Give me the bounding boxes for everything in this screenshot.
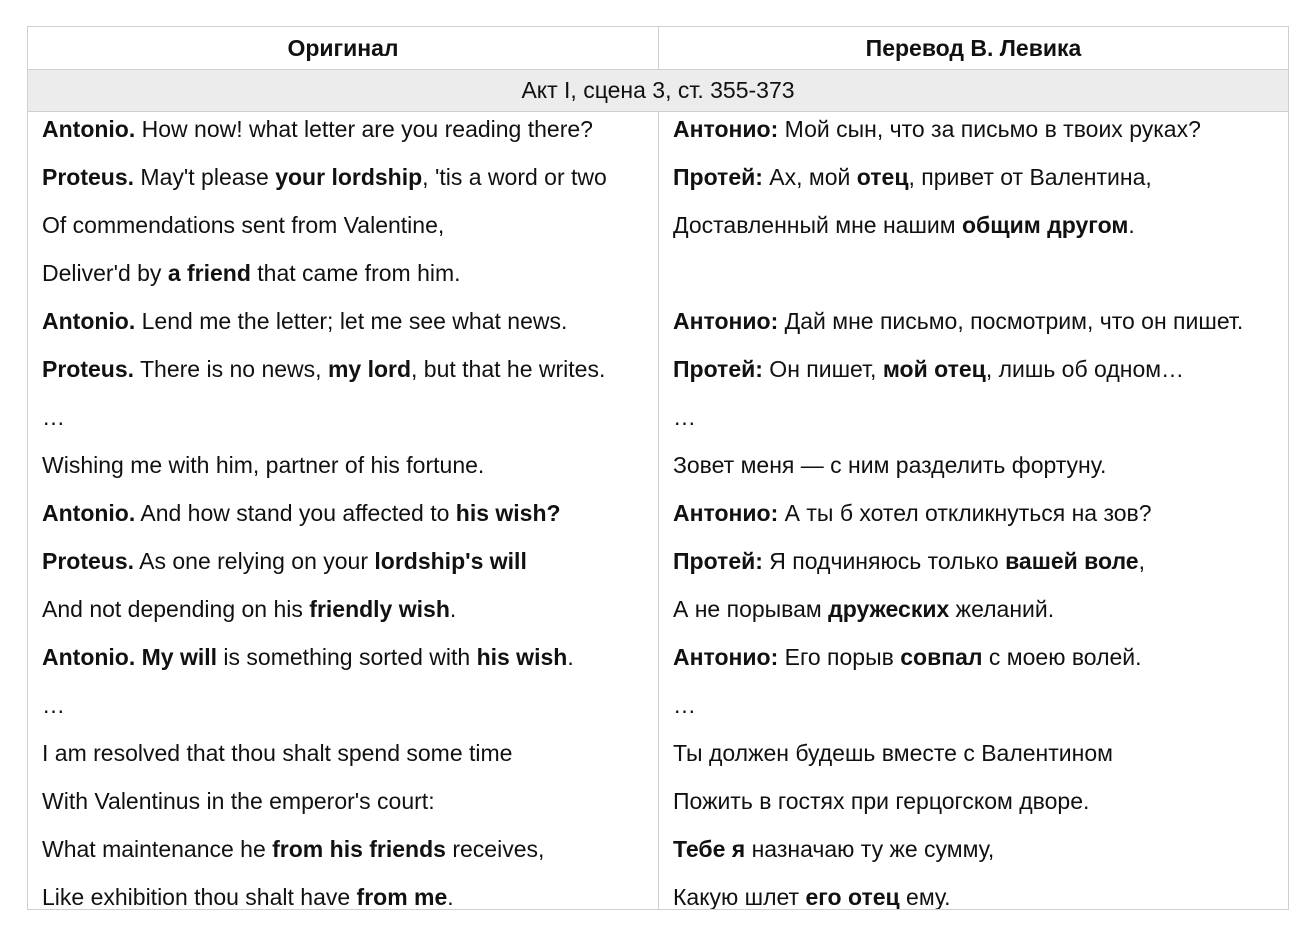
original-line <box>28 496 658 544</box>
bold-text: Antonio. <box>42 116 136 142</box>
text-segment: , <box>1138 548 1145 574</box>
bold-text: Antonio. <box>42 500 136 526</box>
bold-text: Proteus. <box>42 548 135 574</box>
translation-line <box>659 640 1288 688</box>
text-segment: … <box>42 692 65 718</box>
text-segment: Какую шлет <box>673 884 806 909</box>
translation-line <box>659 256 1288 304</box>
original-line <box>28 640 658 688</box>
original-line <box>28 736 658 784</box>
translation-line <box>659 832 1288 880</box>
text-segment: There is no news, <box>134 356 328 382</box>
bold-text: дружеских <box>828 596 950 622</box>
bold-text: lordship's will <box>374 548 527 574</box>
text-segment: And not depending on his <box>42 596 310 622</box>
original-line <box>28 688 658 736</box>
translation-line <box>659 736 1288 784</box>
bold-text: Proteus. <box>42 164 135 190</box>
text-segment: Пожить в гостях при герцогском дворе. <box>673 788 1090 814</box>
text-segment: ему. <box>899 884 951 909</box>
bold-text: его отец <box>805 884 900 909</box>
translation-line <box>659 208 1288 256</box>
text-segment: Ты должен будешь вместе с Валентином <box>673 740 1113 766</box>
text-segment: Deliver'd by <box>42 260 168 286</box>
text-segment: As one relying on your <box>134 548 375 574</box>
bold-text: Антонио: <box>673 500 779 526</box>
scene-reference: Акт I, сцена 3, ст. 355-373 <box>28 70 1288 112</box>
bold-text: Proteus. <box>42 356 135 382</box>
translation-line <box>659 304 1288 352</box>
text-segment: назначаю ту же сумму, <box>745 836 995 862</box>
bold-text: Протей: <box>673 356 763 382</box>
bold-text: Антонио: <box>673 644 779 670</box>
translation-text-column <box>659 112 1288 909</box>
translation-line <box>659 352 1288 400</box>
bold-text: his wish <box>476 644 568 670</box>
text-segment: How now! what letter are you reading there? <box>135 116 593 142</box>
text-segment: Он пишет, <box>762 356 883 382</box>
text-segment: I am resolved that thou shalt spend some time <box>42 740 513 766</box>
text-segment: , лишь об одном… <box>985 356 1185 382</box>
original-line <box>28 160 658 208</box>
bold-text: friendly wish <box>309 596 450 622</box>
bold-text: вашей воле <box>1005 548 1139 574</box>
bold-text: Антонио: <box>673 116 779 142</box>
original-line <box>28 784 658 832</box>
translation-line <box>659 880 1288 909</box>
bold-text: мой отец <box>882 356 986 382</box>
text-segment: May't please <box>134 164 276 190</box>
translation-line <box>659 160 1288 208</box>
original-line <box>28 256 658 304</box>
text-segment: , but that he writes. <box>411 356 606 382</box>
text-segment: Доставленный мне нашим <box>673 212 962 238</box>
translation-line <box>659 112 1288 160</box>
bold-text: a friend <box>167 260 251 286</box>
original-line <box>28 832 658 880</box>
translation-line <box>659 784 1288 832</box>
text-segment: . <box>449 596 457 622</box>
text-segment: Ах, мой <box>762 164 857 190</box>
text-segment: Его порыв <box>778 644 901 670</box>
text-segment: Зовет меня — с ним разделить фортуну. <box>673 452 1107 478</box>
original-line <box>28 880 658 909</box>
text-segment: And how stand you affected to <box>135 500 456 526</box>
text-segment: is something sorted with <box>217 644 477 670</box>
bold-text: Antonio. My will <box>42 644 218 670</box>
bold-text: from his friends <box>272 836 446 862</box>
header-original: Оригинал <box>28 27 659 70</box>
text-segment: . <box>447 884 454 909</box>
text-segment: А не порывам <box>673 596 829 622</box>
text-segment: . <box>567 644 574 670</box>
comparison-table <box>27 26 1289 910</box>
text-segment: What maintenance he <box>42 836 273 862</box>
translation-line <box>659 592 1288 640</box>
bold-text: отец <box>856 164 909 190</box>
text-segment: Я подчиняюсь только <box>762 548 1006 574</box>
text-segment: Like exhibition thou shalt have <box>42 884 357 909</box>
text-segment: . <box>1128 212 1135 238</box>
bold-text: Antonio. <box>42 308 136 334</box>
original-text-column <box>28 112 659 909</box>
translation-line <box>659 448 1288 496</box>
text-segment: А ты б хотел откликнуться на зов? <box>778 500 1152 526</box>
text-segment: Wishing me with him, partner of his fortune. <box>42 452 485 478</box>
original-line <box>28 592 658 640</box>
text-segment: … <box>673 692 696 718</box>
bold-text: Протей: <box>673 548 763 574</box>
text-segment: … <box>673 404 696 430</box>
text-segment: Of commendations sent from Valentine, <box>42 212 445 238</box>
text-segment: receives, <box>445 836 545 862</box>
text-segment: With Valentinus in the emperor's court: <box>42 788 435 814</box>
translation-line <box>659 400 1288 448</box>
original-line <box>28 400 658 448</box>
original-line <box>28 448 658 496</box>
bold-text: Антонио: <box>673 308 779 334</box>
bold-text: общим другом <box>961 212 1129 238</box>
bold-text: Протей: <box>673 164 763 190</box>
bold-text: my lord <box>327 356 412 382</box>
translation-line <box>659 544 1288 592</box>
text-segment: Мой сын, что за письмо в твоих руках? <box>778 116 1201 142</box>
translation-line <box>659 496 1288 544</box>
header-row <box>28 27 1288 70</box>
original-line <box>28 208 658 256</box>
bold-text: his wish? <box>455 500 561 526</box>
original-line <box>28 304 658 352</box>
bold-text: your lordship <box>275 164 423 190</box>
text-segment: Дай мне письмо, посмотрим, что он пишет. <box>778 308 1244 334</box>
original-line <box>28 544 658 592</box>
text-segment: … <box>42 404 65 430</box>
bold-text: Тебе я <box>673 836 746 862</box>
original-line <box>28 352 658 400</box>
text-segment: желаний. <box>949 596 1055 622</box>
text-segment: Lend me the letter; let me see what news. <box>135 308 568 334</box>
original-line <box>28 112 658 160</box>
text-segment: с моею волей. <box>982 644 1142 670</box>
header-translation: Перевод В. Левика <box>865 35 1082 61</box>
bold-text: from me <box>356 884 448 909</box>
bold-text: совпал <box>900 644 983 670</box>
translation-line <box>659 688 1288 736</box>
text-segment: that came from him. <box>250 260 461 286</box>
text-segment: , привет от Валентина, <box>908 164 1152 190</box>
text-segment: , 'tis a word or two <box>422 164 607 190</box>
